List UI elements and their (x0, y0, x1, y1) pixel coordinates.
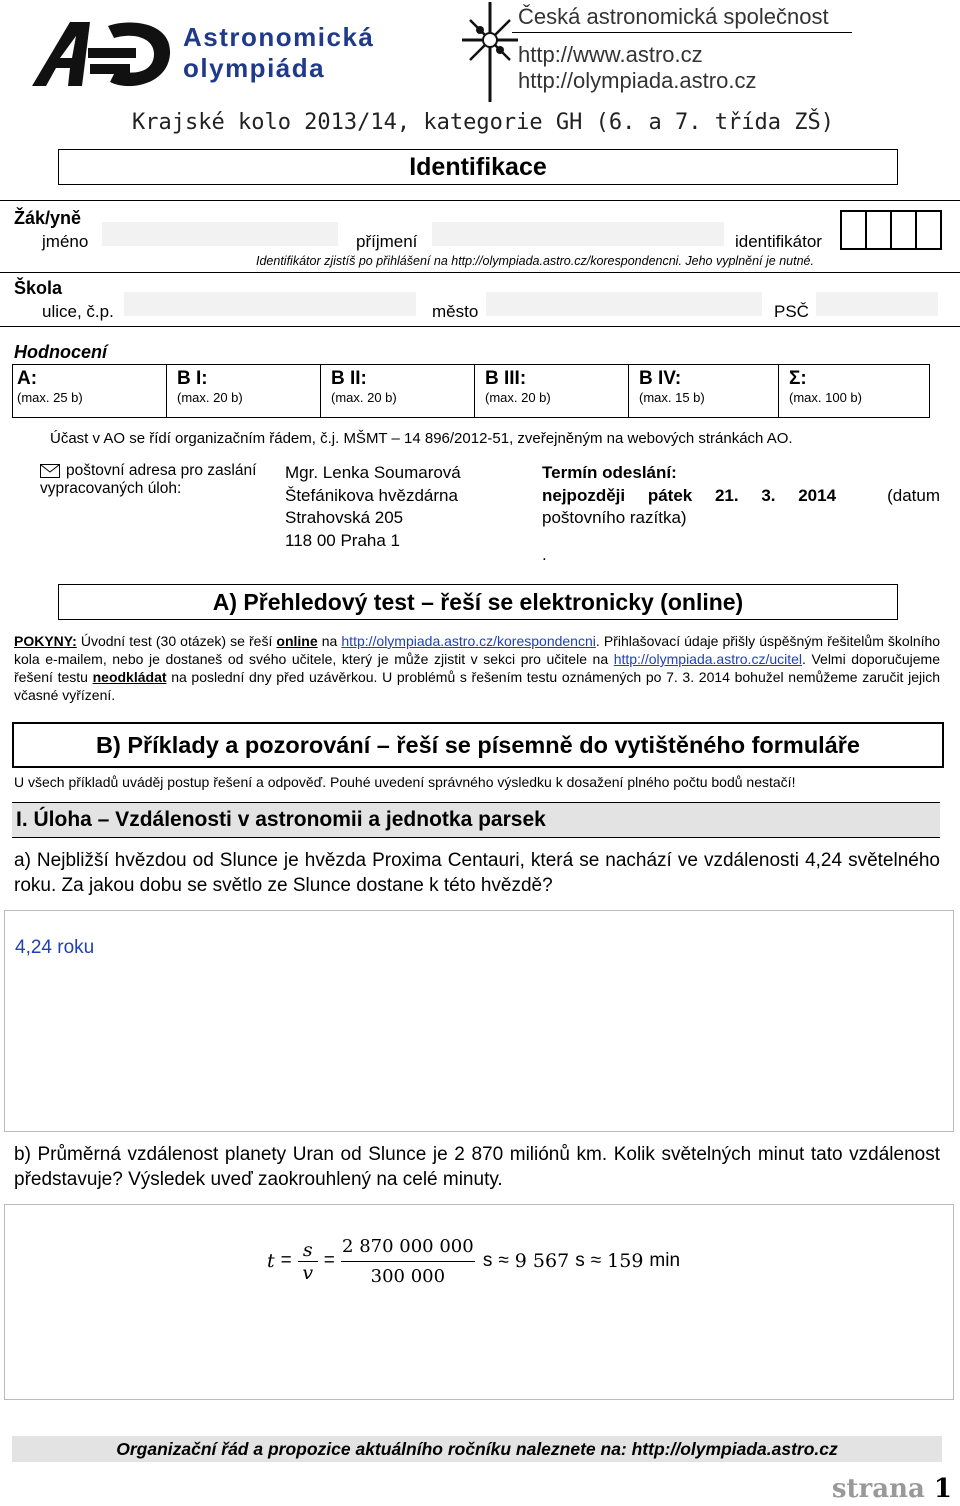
cas-logo (460, 0, 520, 104)
ucitel-link[interactable]: http://olympiada.astro.cz/ucitel (613, 651, 803, 667)
deadline-dot: . (542, 544, 547, 564)
instructions-text: . Přihlašovací údaje přišly úspěšným řešitelům školního kola e-mailem, nebo je dostaneš od svého učitele, který je může zjistit v sekci pro učitele na (14, 633, 941, 667)
score-cell-max: (max. 15 b) (639, 390, 705, 405)
section-b-box (12, 722, 944, 768)
formula-numerator: 2 870 000 000 (342, 1235, 474, 1257)
rules-note: Účast v AO se řídí organizačním řádem, č.j. MŠMT – 14 896/2012-51, zveřejněným na webových stránkách AO. (50, 430, 793, 447)
formula-approx: ≈ (498, 1250, 509, 1271)
formula-t: t (267, 1250, 275, 1272)
score-cell-max: (max. 20 b) (177, 390, 243, 405)
fraction-values (341, 1236, 475, 1287)
id-top-rule (0, 200, 960, 201)
score-cell-label: Σ: (789, 368, 807, 389)
city-field[interactable] (486, 292, 762, 316)
formula-denominator: 300 000 (370, 1265, 446, 1287)
identifier-boxes[interactable] (840, 210, 942, 250)
section-b-title: B) Příklady a pozorování – řeší se písemně do vytištěného formuláře (96, 732, 860, 758)
formula-s: s (302, 1238, 313, 1261)
deadline-block (542, 462, 940, 566)
score-cell-b2[interactable] (321, 365, 475, 417)
identification-title-box (58, 149, 898, 185)
street-field[interactable] (124, 292, 416, 316)
page-number (832, 1474, 952, 1504)
question-a: a) Nejbližší hvězdou od Slunce je hvězda Proxima Centauri, která se nachází ve vzdálenosti 4,24 světelného roku. Za jakou dobu se světlo ze Slunce dostane k této hvězdě? (14, 850, 940, 896)
ao-logo (30, 18, 180, 90)
mailing-address (285, 462, 461, 552)
city-label: město (432, 302, 479, 321)
neodkladat-emphasis: neodkládat (92, 669, 167, 685)
section-a-instructions (14, 632, 940, 704)
score-cell-a[interactable] (13, 365, 167, 417)
formula-v: v (302, 1261, 314, 1284)
address-line: Strahovská 205 (285, 508, 404, 527)
identifier-note: Identifikátor zjistíš po přihlášení na http://olympiada.astro.cz/korespondencni. Jeho vyplnění je nutné. (256, 254, 814, 268)
deadline-date: nejpozději pátek 21. 3. 2014 (542, 485, 837, 505)
score-cell-max: (max. 25 b) (17, 390, 83, 405)
section-a-title: A) Přehledový test – řeší se elektronicky (online) (212, 589, 744, 615)
header-rule (512, 32, 852, 33)
formula-unit-min: min (649, 1250, 681, 1271)
scoring-table (12, 364, 930, 418)
question-b: b) Průměrná vzdálenost planety Uran od Slunce je 2 870 miliónů km. Kolik světelných minut tato vzdálenost představuje? Výsledek uveď zaokrouhlený na celé minuty. (14, 1144, 940, 1190)
scoring-title: Hodnocení (14, 342, 107, 362)
id-bottom-rule (0, 326, 960, 327)
instructions-text: . Velmi doporučujeme řešení testu (14, 651, 940, 685)
mailing-label-block (40, 462, 262, 498)
identifier-box[interactable] (867, 210, 892, 250)
footer-text: Organizační řád a propozice aktuálního ročníku naleznete na: http://olympiada.astro.cz (116, 1439, 838, 1459)
street-label: ulice, č.p. (42, 302, 114, 321)
deadline-title: Termín odeslání: (542, 463, 677, 482)
formula-unit-s: s (575, 1250, 585, 1271)
header-urls (518, 42, 756, 94)
fraction-sv (298, 1239, 318, 1284)
korespondencni-link[interactable]: http://olympiada.astro.cz/korespondencni (341, 633, 596, 649)
identification-title: Identifikace (409, 153, 547, 181)
formula-result-s: 9 567 (514, 1250, 570, 1272)
task1-title: I. Úloha – Vzdálenosti v astronomii a jednotka parsek (16, 808, 546, 831)
formula-approx: ≈ (590, 1250, 602, 1271)
pokyny-label: POKYNY: (14, 633, 77, 649)
instructions-text: Úvodní test (30 otázek) se řeší (80, 633, 273, 649)
formula-eq: = (323, 1250, 335, 1271)
score-cell-b3[interactable] (475, 365, 629, 417)
surname-label: příjmení (356, 232, 418, 251)
score-cell-max: (max. 100 b) (789, 390, 862, 405)
address-line: Mgr. Lenka Soumarová (285, 463, 461, 482)
footer-bar (12, 1436, 942, 1462)
identifier-label: identifikátor (735, 232, 822, 251)
surname-field[interactable] (432, 222, 724, 246)
identifier-box[interactable] (917, 210, 942, 250)
deadline-line (542, 485, 940, 508)
score-cell-label: B IV: (639, 368, 682, 389)
address-line: Štefánikova hvězdárna (285, 485, 458, 505)
score-cell-max: (max. 20 b) (485, 390, 551, 405)
score-cell-label: B II: (331, 368, 367, 389)
deadline-rest-1: (datum (887, 485, 940, 505)
olympiad-name-line2: olympiáda (183, 53, 326, 83)
formula-result-min: 159 (607, 1250, 644, 1272)
identifier-box[interactable] (840, 210, 867, 250)
page-value: 1 (933, 1474, 952, 1504)
society-name: Česká astronomická společnost (518, 4, 829, 29)
section-a-box (58, 584, 898, 620)
name-field[interactable] (102, 222, 338, 246)
instructions-text: na (321, 633, 338, 649)
url-astro[interactable]: http://www.astro.cz (518, 42, 703, 67)
score-cell-max: (max. 20 b) (331, 390, 397, 405)
score-cell-label: B I: (177, 368, 208, 389)
answer-a-box[interactable] (4, 910, 954, 1132)
answer-b-box[interactable] (4, 1204, 954, 1400)
score-cell-b1[interactable] (167, 365, 321, 417)
school-label: Škola (14, 278, 63, 298)
olympiad-name (183, 22, 374, 84)
section-b-note: U všech příkladů uváděj postup řešení a odpověď. Pouhé uvedení správného výsledku k dosažení plného počtu bodů nestačí! (14, 774, 796, 790)
score-cell-b4[interactable] (629, 365, 779, 417)
name-label: jméno (42, 232, 89, 251)
score-cell-total[interactable] (779, 365, 929, 417)
online-emphasis: online (276, 633, 318, 649)
round-title: Krajské kolo 2013/14, kategorie GH (6. a 7. třída ZŠ) (132, 110, 834, 135)
id-mid-rule (0, 272, 960, 273)
mailing-label: poštovní adresa pro zaslání vypracovaných úloh: (40, 462, 257, 497)
instructions-text: na poslední dny před uzávěrkou. U problémů s řešením testu oznámených po 7. 3. 2014 bohužel nemůžeme zaručit jejich včasné vyřízení. (14, 669, 941, 703)
score-cell-label: B III: (485, 368, 527, 389)
address-line: 118 00 Praha 1 (285, 530, 400, 550)
score-cell-label: A: (17, 368, 38, 389)
olympiad-name-line1: Astronomická (183, 22, 375, 52)
zip-field[interactable] (816, 292, 938, 316)
envelope-icon (40, 464, 60, 478)
student-label: Žák/yně (14, 208, 82, 228)
formula-eq: = (280, 1250, 292, 1271)
page-label: strana (831, 1474, 925, 1504)
task1-title-bar (12, 802, 940, 838)
url-olympiada[interactable]: http://olympiada.astro.cz (518, 68, 757, 93)
formula-unit-s: s (482, 1250, 493, 1271)
zip-label: PSČ (774, 302, 809, 321)
identifier-box[interactable] (892, 210, 917, 250)
answer-a-text: 4,24 roku (15, 937, 95, 958)
formula (267, 1225, 680, 1297)
deadline-rest-2: poštovního razítka) (542, 508, 687, 527)
